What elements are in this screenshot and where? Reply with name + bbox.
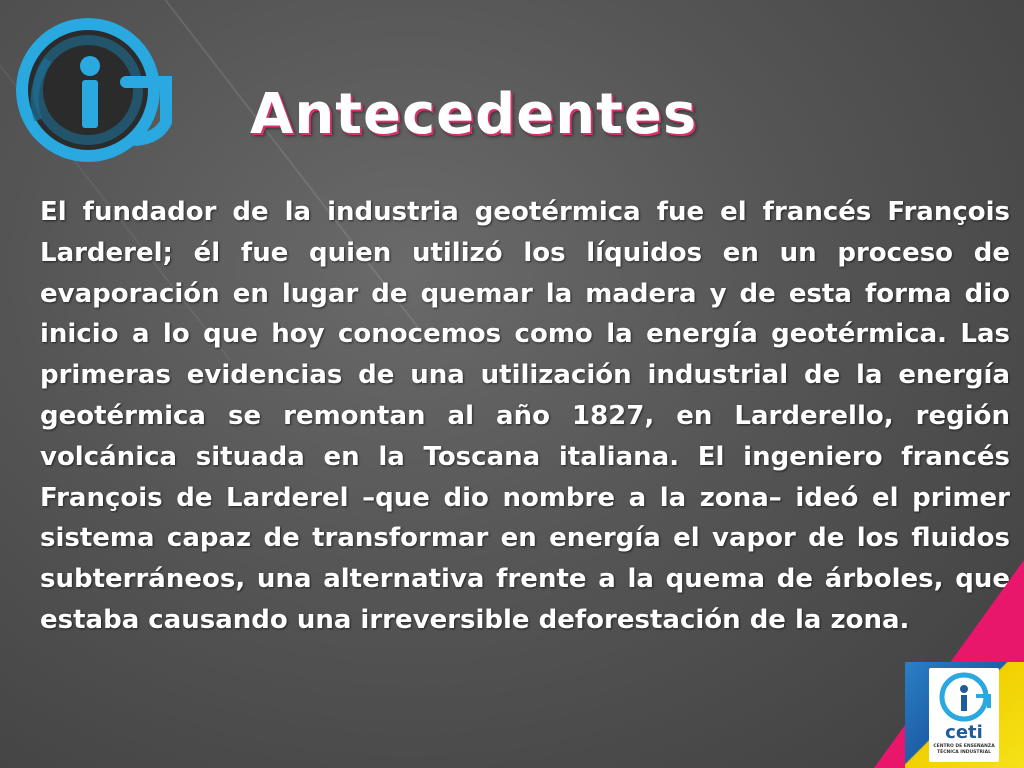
ceti-badge-subtitle-line2: TÉCNICA INDUSTRIAL (937, 750, 991, 755)
ceti-badge-name: ceti (945, 722, 983, 743)
ceti-badge (905, 662, 1024, 768)
slide-title: Antecedentes (250, 82, 698, 147)
ceti-badge-subtitle-line1: CENTRO DE ENSEÑANZA (933, 744, 995, 749)
ceti-logo-icon (8, 10, 183, 170)
ceti-badge-subtitle (929, 744, 999, 756)
ceti-badge-card (929, 668, 999, 762)
ceti-badge-logo-icon (929, 668, 999, 724)
slide-body-text: El fundador de la industria geotérmica fue el francés François Larderel; él fue quien utilizó los líquidos en un proceso de evaporación en lugar de quemar la madera y de esta forma dio inicio a lo que hoy conocemos como la energía geotérmica. Las primeras evidencias de una utilización industrial de la energía geotérmica se remontan al año 1827, en Larderello, región volcánica situada en la Toscana italiana. El ingeniero francés François de Larderel –que dio nombre a la zona– ideó el primer sistema capaz de transformar en energía el vapor de los fluidos subterráneos, una alternativa frente a la quema de árboles, que estaba causando una irreversible deforestación de la zona. (40, 197, 1010, 635)
